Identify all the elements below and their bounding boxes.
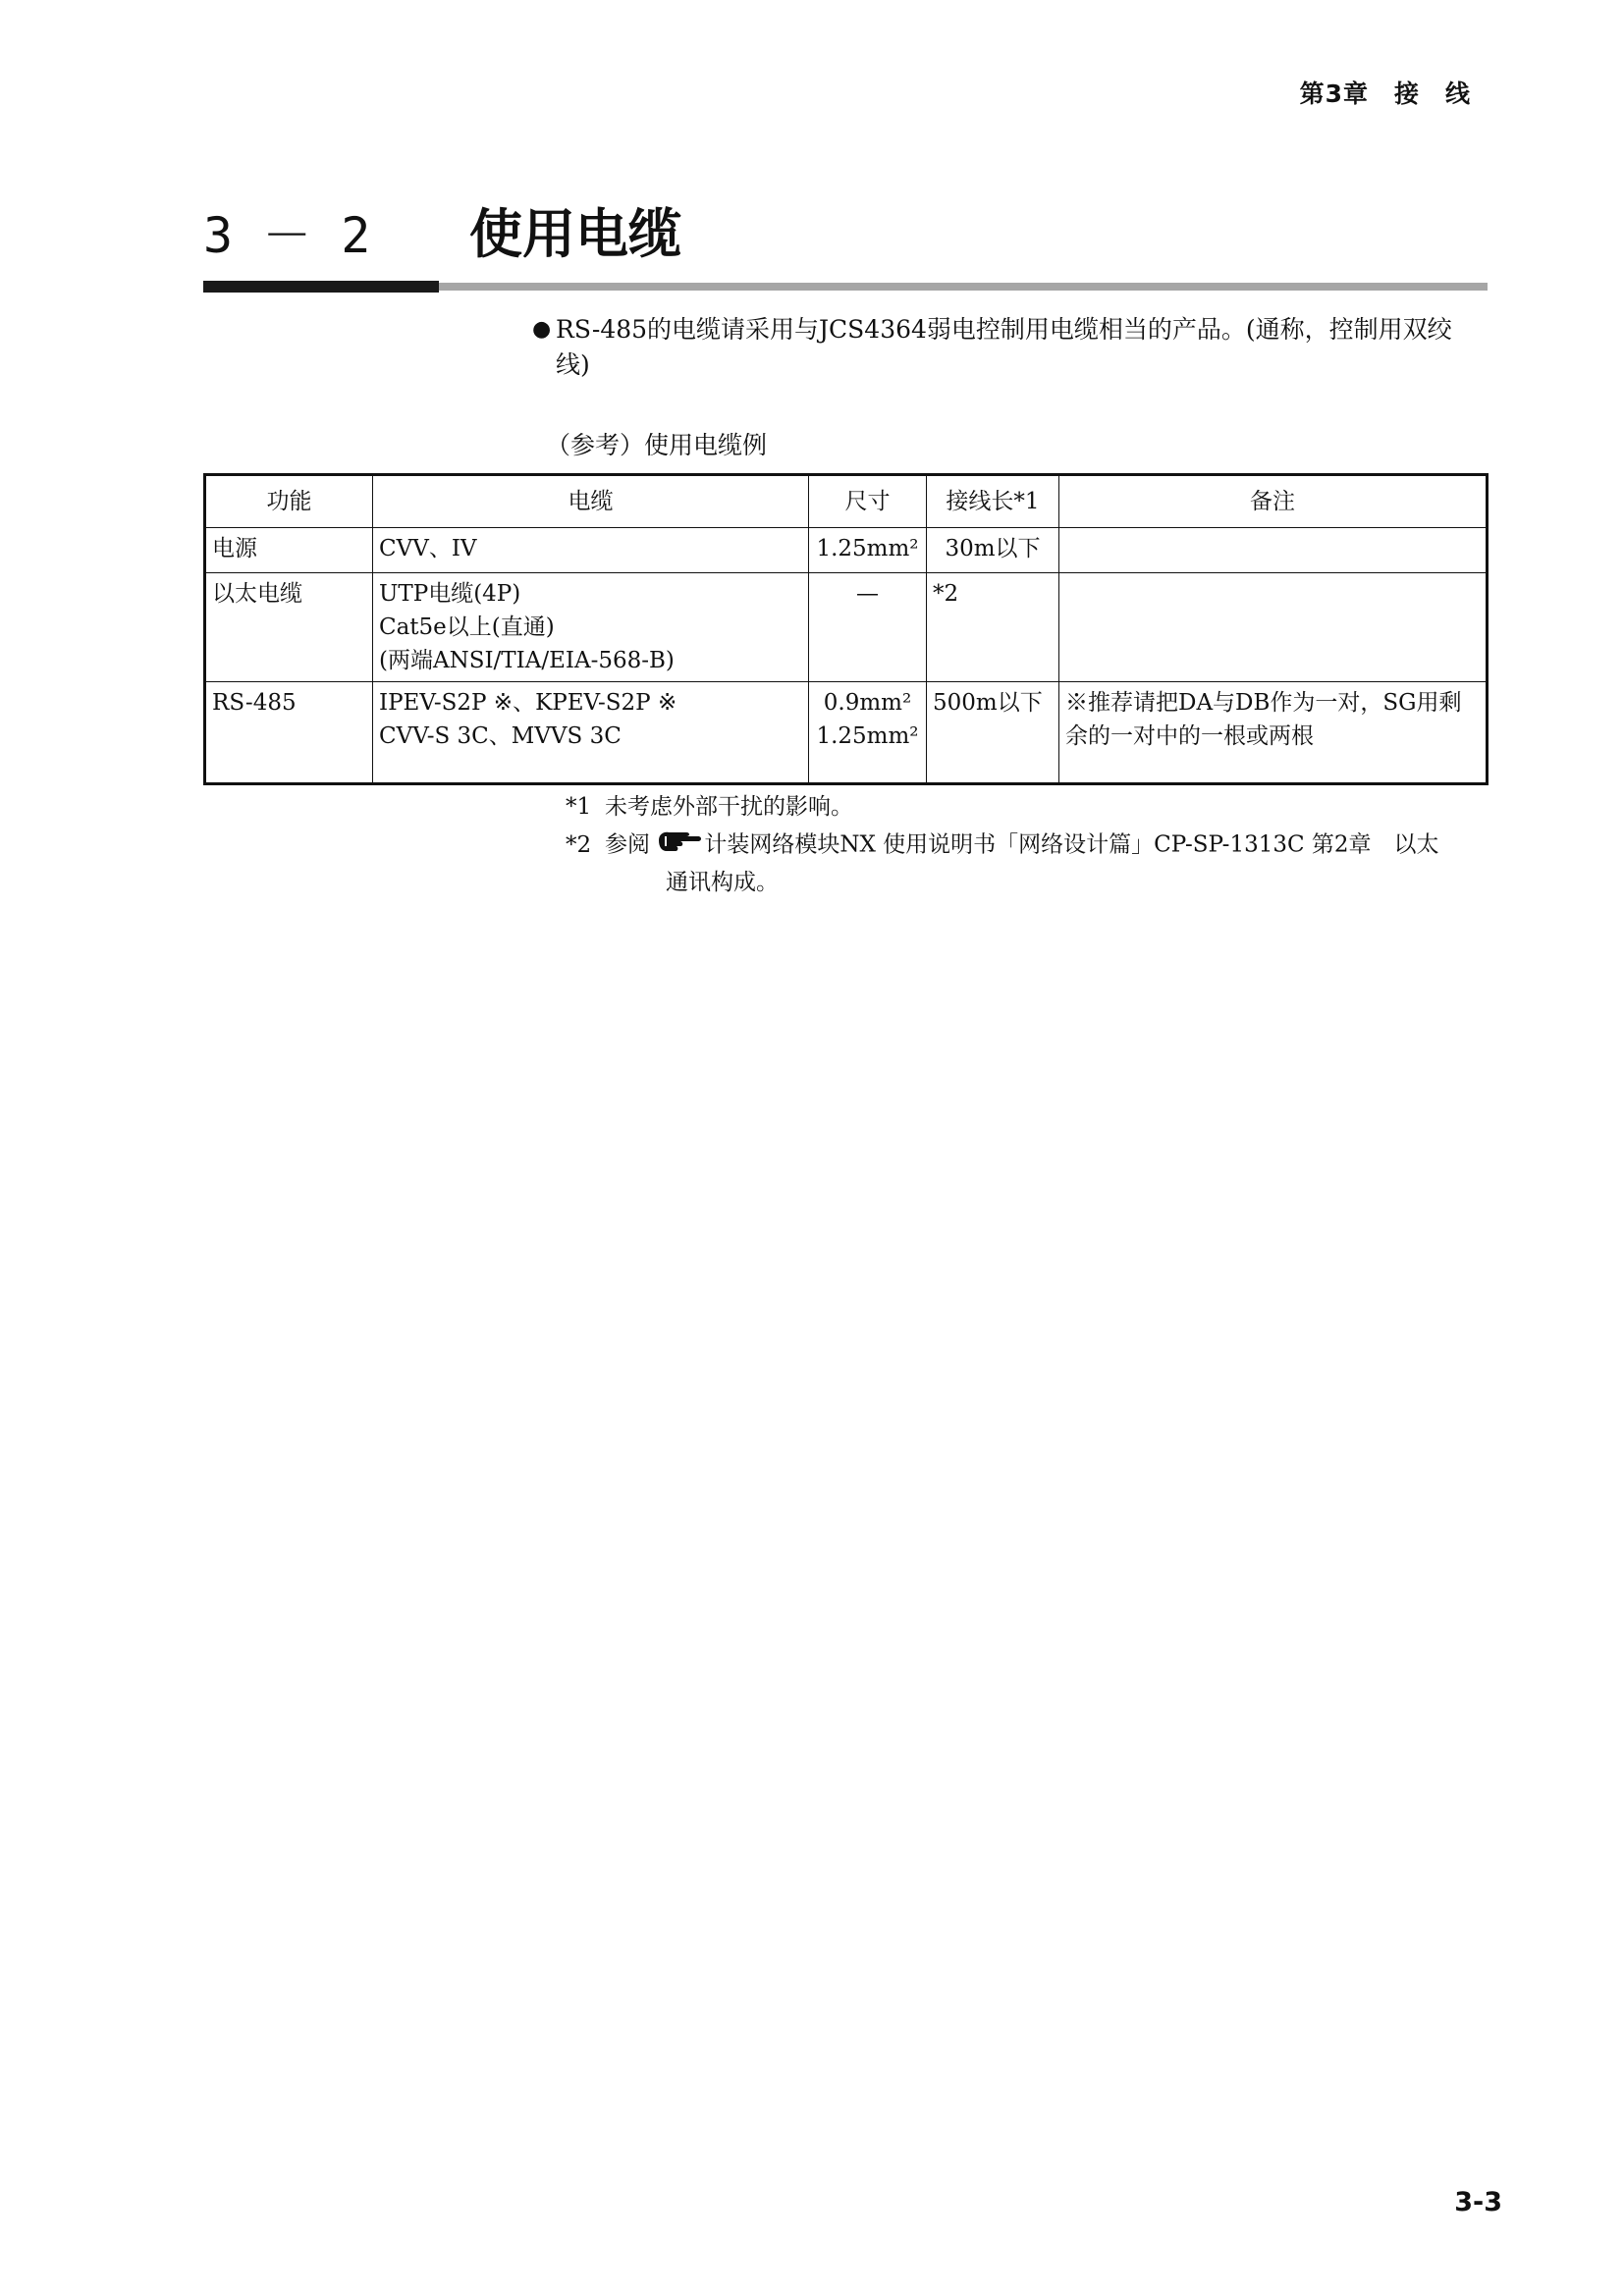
cable-line: (两端ANSI/TIA/EIA-568-B)	[379, 648, 675, 673]
footnote-continuation: 通讯构成。	[666, 870, 779, 895]
cell-function: 电源	[205, 528, 373, 573]
remarks-line: ※推荐请把DA与DB作为一对，SG用剩	[1065, 690, 1462, 716]
cable-line: CVV、IV	[379, 536, 477, 561]
cell-function: 以太电缆	[205, 573, 373, 682]
table-row	[205, 573, 1488, 682]
cell-remarks	[1059, 682, 1488, 784]
size-line: 0.9mm²	[823, 690, 912, 716]
cell-length: *2	[927, 573, 1059, 682]
cell-size	[809, 682, 927, 784]
footnote-text: 计装网络模块NX 使用说明书「网络设计篇」CP-SP-1313C 第2章 以太	[704, 831, 1439, 858]
cell-remarks	[1059, 528, 1488, 573]
header-function: 功能	[205, 475, 373, 528]
cable-line: CVV-S 3C、MVVS 3C	[379, 723, 622, 749]
table-row	[205, 682, 1488, 784]
page-number: 3-3	[1454, 2187, 1502, 2217]
header-cable: 电缆	[373, 475, 809, 528]
bullet-icon: ●	[532, 317, 552, 342]
cable-line: Cat5e以上(直通)	[379, 614, 555, 640]
cable-line: IPEV-S2P ※、KPEV-S2P ※	[379, 690, 677, 716]
section-rule-light	[439, 283, 1488, 291]
header-size: 尺寸	[809, 475, 927, 528]
section-number: 3 － 2	[203, 207, 371, 264]
size-line: —	[856, 581, 879, 607]
cable-line: UTP电缆(4P)	[379, 581, 521, 607]
footnote-1	[566, 789, 1489, 825]
cell-function: RS-485	[205, 682, 373, 784]
footnote-2	[566, 827, 1489, 900]
footnote-marker: *1	[566, 794, 592, 820]
header-length: 接线长*1	[927, 475, 1059, 528]
chapter-header: 第3章 接 线	[1299, 80, 1471, 108]
footnote-marker: *2	[566, 831, 592, 858]
size-line: 1.25mm²	[816, 536, 919, 561]
section-rule-dark	[203, 281, 439, 293]
cable-table	[203, 473, 1489, 785]
cell-size	[809, 573, 927, 682]
remarks-line: 余的一对中的一根或两根	[1065, 723, 1314, 749]
cell-cable	[373, 682, 809, 784]
header-remarks: 备注	[1059, 475, 1488, 528]
cell-length: 500m以下	[927, 682, 1059, 784]
cell-cable	[373, 528, 809, 573]
table-row	[205, 528, 1488, 573]
footnote-prefix: 参阅	[605, 831, 650, 858]
size-line: 1.25mm²	[816, 723, 919, 749]
table-header-row	[205, 475, 1488, 528]
cell-size	[809, 528, 927, 573]
cell-length: 30m以下	[927, 528, 1059, 573]
pointing-hand-icon	[657, 827, 702, 865]
intro-paragraph	[532, 312, 1475, 383]
section-title: 使用电缆	[469, 203, 681, 265]
cell-remarks	[1059, 573, 1488, 682]
table-caption: （参考）使用电缆例	[546, 431, 768, 459]
intro-text: RS-485的电缆请采用与JCS4364弱电控制用电缆相当的产品。(通称，控制用双绞线)	[556, 315, 1452, 379]
cell-cable	[373, 573, 809, 682]
footnote-text: 未考虑外部干扰的影响。	[605, 794, 853, 820]
